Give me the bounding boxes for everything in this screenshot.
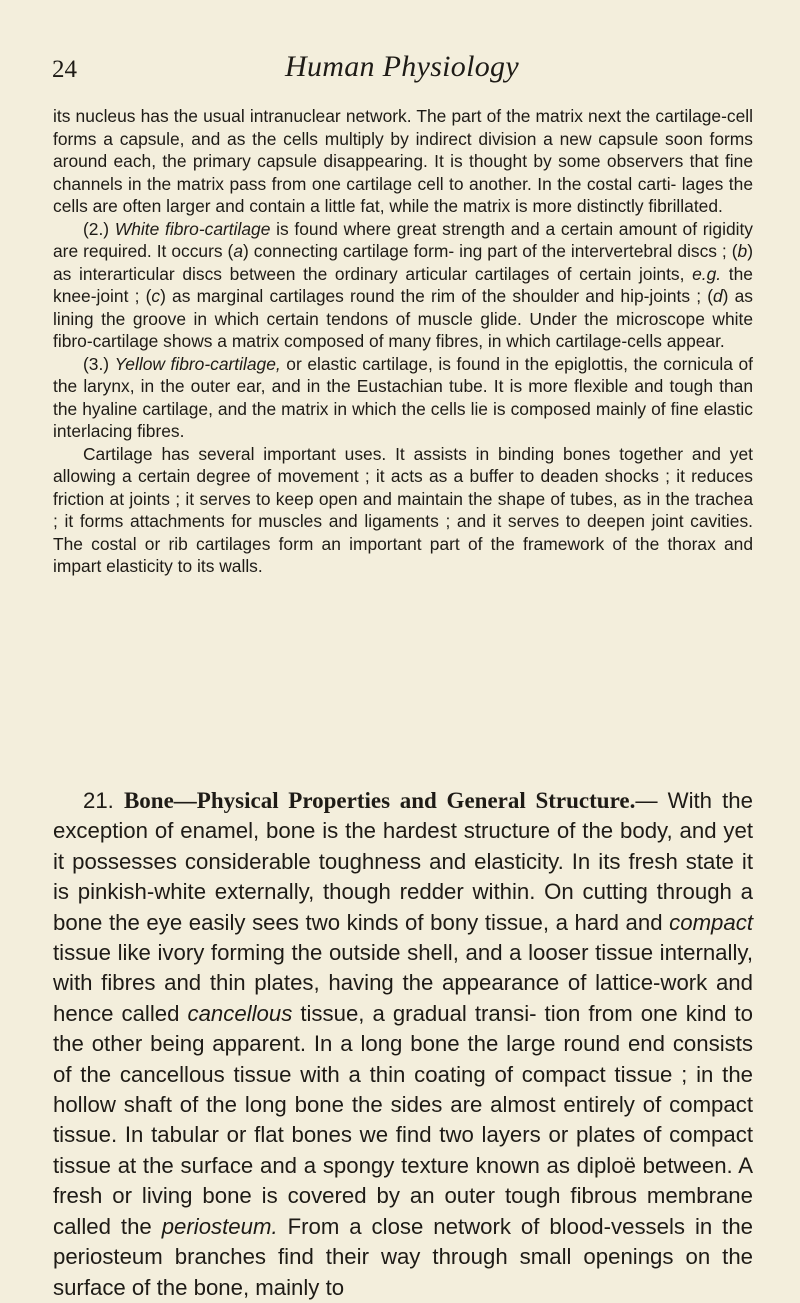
section-heading: Bone—Physical Properties and General Structure.	[123, 788, 636, 813]
item-letter-d: d	[712, 286, 723, 306]
section-number: 21.	[83, 788, 124, 813]
paragraph-white-fibro-cartilage	[53, 218, 753, 353]
list-number: (3.)	[83, 353, 115, 374]
paragraph-text: the knee-joint ; (	[53, 263, 753, 306]
item-letter-c: c	[151, 286, 161, 306]
item-letter-b: b	[737, 241, 748, 261]
paragraph-text: ) as lining the groove in which certain tendons of muscle glide. Under the microscope white fibro-cartilage shows a matrix composed of many fibres, in which cartilage-cells appear.	[53, 286, 753, 351]
item-letter-a: a	[233, 241, 244, 261]
paragraph-yellow-fibro-cartilage	[53, 353, 753, 443]
paragraph-text: is found where great strength and a certain amount of rigidity are required. It occurs (	[53, 218, 754, 261]
paragraph-text: or elastic cartilage, is found in the epiglottis, the cornicula of the larynx, in the outer ear, and in the Eustachian tube. It is more flexible and tough than the hyaline cartilage, and the matrix in which the cells lie is composed mainly of fine elastic interlacing fibres.	[53, 353, 753, 441]
paragraph-text: Cartilage has several important uses. It assists in binding bones together and yet allowing a certain degree of movement ; it acts as a buffer to deaden shocks ; it reduces friction at joints ; it serves to keep open and maintain the shape of tubes, as in the trachea ; it forms attachments for muscles and ligaments ; and it serves to deepen joint cavities. The costal or rib cartilages form an important part of the framework of the thorax and impart elasticity to its walls.	[53, 443, 753, 576]
page-number: 24	[52, 56, 77, 83]
paragraph-cartilage-uses	[53, 443, 753, 578]
paragraph-text: ) as marginal cartilages round the rim of the shoulder and hip-joints ; (	[160, 286, 713, 306]
paragraph-text: its nucleus has the usual intranuclear network. The part of the matrix next the cartilage-cell forms a capsule, and as the cells multiply by indirect division a new capsule soon forms around each, the primary capsule disappearing. It is thought by some observers that fine channels in the matrix pass from one cartilage cell to another. In the costal carti- lages the cells are often larger and contain a little fat, while the matrix is more distinctly fibrillated.	[53, 106, 753, 216]
term-cancellous: cancellous	[187, 1000, 293, 1026]
page-header	[52, 50, 752, 90]
abbreviation-eg: e.g.	[692, 263, 722, 284]
paragraph-bone-structure	[53, 786, 753, 1303]
small-print-text	[53, 105, 753, 578]
paragraph-text: ) as interarticular discs between the ordinary articular cartilages of certain joints,	[53, 241, 753, 284]
term-periosteum: periosteum.	[161, 1213, 278, 1239]
term-white-fibro-cartilage: White fibro-cartilage	[114, 218, 271, 239]
running-title: Human Physiology	[285, 50, 519, 83]
term-compact: compact	[669, 909, 753, 935]
paragraph-text: tissue, a gradual transi- tion from one kind to the other being apparent. In a long bone the large round end consists of the cancellous tissue with a thin coating of compact tissue ; in the hollow shaft of the long bone the sides are almost entirely of compact tissue. In tabular or flat bones we find two layers or plates of compact tissue at the surface and a spongy texture known as diploë between. A fresh or living bone is covered by an outer tough fibrous membrane called the	[53, 1000, 753, 1239]
paragraph-text: ) connecting cartilage form- ing part of the intervertebral discs ; (	[243, 241, 738, 261]
list-number: (2.)	[83, 218, 115, 239]
paragraph-hyaline-continued	[53, 105, 753, 218]
paragraph-text: — With the exception of enamel, bone is the hardest structure of the body, and yet it possesses considerable toughness and elasticity. In its fresh state it is pinkish-white externally, though redder within. On cutting through a bone the eye easily sees two kinds of bony tissue, a hard and	[53, 788, 753, 935]
term-yellow-fibro-cartilage: Yellow fibro-cartilage,	[114, 353, 281, 374]
paragraph-text: From a close network of blood-vessels in the periosteum branches find their way through small openings on the surface of the bone, mainly to	[53, 1213, 753, 1300]
paragraph-text: tissue like ivory forming the outside shell, and a looser tissue internally, with fibres and thin plates, having the appearance of lattice-work and hence called	[53, 940, 753, 1026]
section-21	[53, 786, 753, 1303]
